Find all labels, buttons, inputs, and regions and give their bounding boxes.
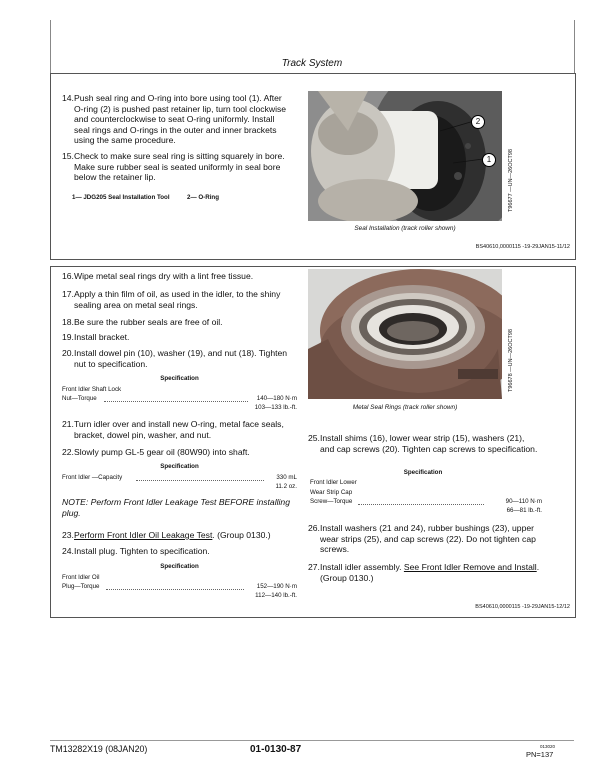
- page-header-title: Track System: [281, 58, 343, 69]
- spec-row-label: Nut—Torque: [62, 395, 97, 402]
- step-number: 27.: [308, 562, 320, 572]
- spec-title: Specification: [403, 469, 443, 476]
- step-number: 21.: [62, 419, 74, 429]
- step-23: [62, 530, 302, 541]
- step-number: 20.: [62, 348, 74, 358]
- spec-item-name: Front Idler Oil: [62, 574, 100, 581]
- step-27: [308, 562, 540, 583]
- remove-install-link[interactable]: See Front Idler Remove and Install: [403, 562, 537, 572]
- step-text: Be sure the rubber seals are free of oil.: [74, 317, 223, 327]
- spec-value-metric: 140—180 N·m: [256, 395, 297, 402]
- spec-value-imperial: 103—133 lb.-ft.: [254, 404, 297, 411]
- step-number: 16.: [62, 271, 74, 281]
- reference-code: BS40610,0000115 -19-29JAN15-12/12: [475, 604, 570, 610]
- metal-seal-rings-image: [308, 269, 502, 399]
- note-leakage-test: NOTE: Perform Front Idler Leakage Test BEFORE installing plug.: [62, 497, 290, 518]
- step-text: Install shims (16), lower wear strip (15), washers (21), and cap screws (20). Tighten cap screws to specification.: [320, 433, 538, 454]
- spec-leader-dots: [106, 583, 244, 590]
- spec-value-metric: 330 mL: [276, 474, 297, 481]
- footer-manual-id: TM13282X19 (08JAN20): [50, 744, 148, 754]
- spec-row-label: Front Idler —Capacity: [62, 474, 123, 481]
- spec-value-metric: 90—110 N·m: [505, 498, 542, 505]
- step-number: 24.: [62, 546, 74, 556]
- footer-date-code: 013020: [540, 744, 556, 749]
- legend-item-1: 1— JDG205 Seal Installation Tool: [72, 194, 170, 201]
- footer-divider: [50, 740, 574, 741]
- step-text: Apply a thin film of oil, as used in the idler, to the shiny sealing area on metal seal rings.: [74, 289, 281, 310]
- step-text: Install idler assembly.: [320, 562, 404, 572]
- footer-page-number: 01-0130-87: [250, 744, 302, 755]
- spec-title: Specification: [160, 563, 199, 570]
- figure-code: T96677 —UN—26OCT98: [508, 149, 514, 212]
- step-21: [62, 419, 297, 440]
- spec-row-label: Plug—Torque: [62, 583, 100, 590]
- step-text: Wipe metal seal rings dry with a lint free tissue.: [74, 271, 254, 281]
- step-text: . (Group 0130.): [320, 562, 540, 583]
- callout-2: 2: [471, 115, 485, 129]
- step-24: [62, 546, 297, 557]
- step-22: [62, 447, 297, 458]
- step-14: [62, 93, 292, 146]
- footer-pn: PN=137: [526, 750, 554, 759]
- step-number: 14.: [62, 93, 74, 103]
- spec-row-label: Screw—Torque: [310, 498, 353, 505]
- step-18: [62, 317, 297, 328]
- step-number: 18.: [62, 317, 74, 327]
- spec-item-name: Front Idler Lower: [310, 479, 357, 486]
- step-number: 15.: [62, 151, 74, 161]
- step-text: Install washers (21 and 24), rubber bushings (23), upper wear strips (25), and cap screws (22). Do not tighten cap screws.: [320, 523, 536, 554]
- step-number: 22.: [62, 447, 74, 457]
- step-text: Install dowel pin (10), washer (19), and nut (18). Tighten nut to specification.: [74, 348, 288, 369]
- spec-value-imperial: 66—81 lb.-ft.: [506, 507, 542, 514]
- metal-seal-rings-photo: [308, 269, 502, 399]
- step-number: 25.: [308, 433, 320, 443]
- step-text: Turn idler over and install new O-ring, metal face seals, bracket, dowel pin, washer, and nut.: [74, 419, 284, 440]
- spec-leader-dots: [358, 498, 484, 505]
- figure-code: T96678 —UN—26OCT98: [508, 329, 514, 392]
- step-text: Check to make sure seal ring is sitting squarely in bore. Make sure rubber seal is seated uniformly in seal bore below the retainer lip.: [74, 151, 285, 182]
- step-16: [62, 271, 297, 282]
- callout-1: 1: [482, 153, 496, 167]
- spec-item-name: Wear Strip Cap: [310, 489, 353, 496]
- step-number: 19.: [62, 332, 74, 342]
- spec-title: Specification: [160, 375, 199, 382]
- step-number: 23.: [62, 530, 74, 540]
- leakage-test-link[interactable]: Perform Front Idler Oil Leakage Test: [74, 530, 213, 540]
- step-25: [308, 433, 538, 454]
- seal-installation-photo: [308, 91, 502, 221]
- step-20: [62, 348, 297, 369]
- step-text: Install plug. Tighten to specification.: [74, 546, 210, 556]
- legend-item-2: 2— O-Ring: [187, 194, 219, 201]
- step-text: . (Group 0130.): [212, 530, 271, 540]
- spec-item-name: Front Idler Shaft Lock: [62, 386, 122, 393]
- seal-installation-image: [308, 91, 502, 221]
- reference-code: BS40610,0000115 -19-29JAN15-11/12: [475, 244, 570, 250]
- figure-caption: Seal Installation (track roller shown): [354, 225, 456, 232]
- spec-value-metric: 152—190 N·m: [256, 583, 297, 590]
- spec-title: Specification: [160, 463, 199, 470]
- spec-leader-dots: [104, 395, 248, 402]
- figure-caption: Metal Seal Rings (track roller shown): [352, 404, 458, 411]
- step-19: [62, 332, 297, 343]
- step-26: [308, 523, 540, 555]
- spec-value-imperial: 11.2 oz.: [275, 483, 297, 490]
- step-17: [62, 289, 297, 310]
- step-text: Slowly pump GL-5 gear oil (80W90) into shaft.: [74, 447, 250, 457]
- spec-value-imperial: 112—140 lb.-ft.: [255, 592, 297, 599]
- step-text: Install bracket.: [74, 332, 130, 342]
- step-text: Push seal ring and O-ring into bore using tool (1). After O-ring (2) is pushed past retainer lip, turn tool clockwise and counterclockwise to seat O-ring uniformly. Install seal rings and O-rings in the outer and inner brackets using the same procedure.: [74, 93, 287, 145]
- step-number: 17.: [62, 289, 74, 299]
- step-15: [62, 151, 292, 183]
- step-number: 26.: [308, 523, 320, 533]
